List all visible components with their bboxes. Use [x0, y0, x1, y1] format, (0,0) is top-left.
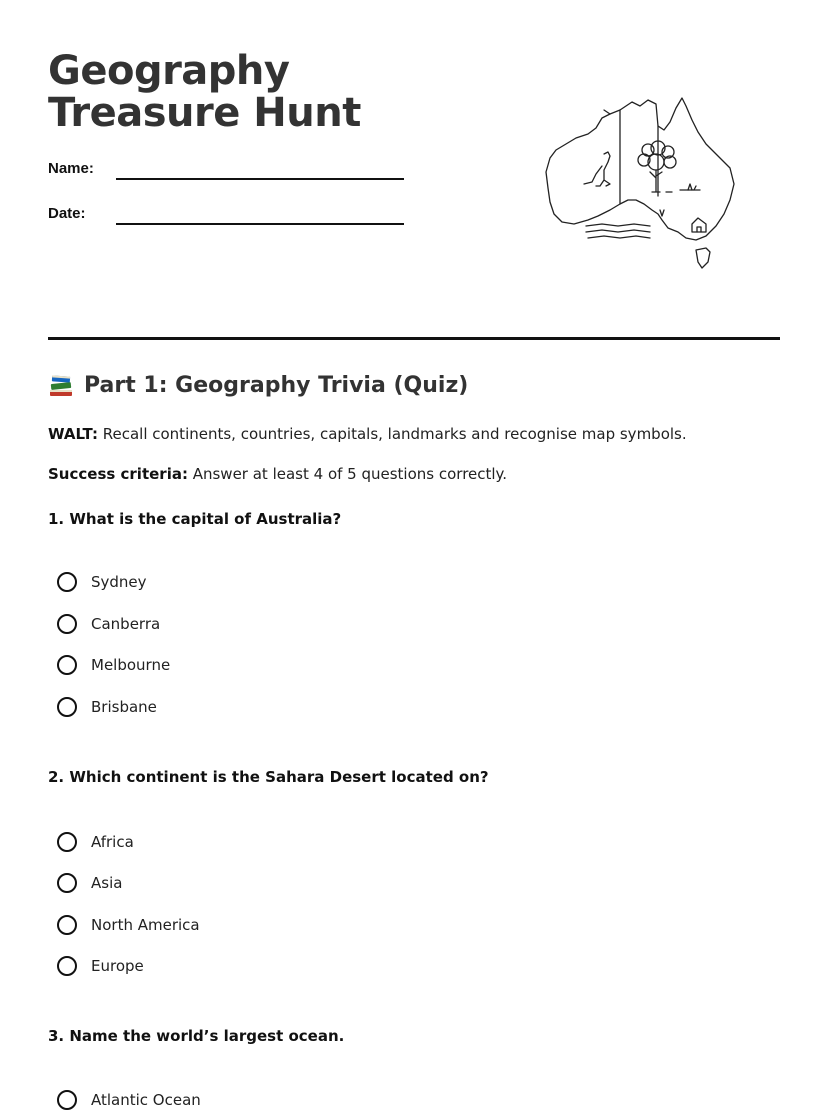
- date-label: Date:: [48, 205, 86, 222]
- option-label: Brisbane: [91, 698, 157, 716]
- radio-button[interactable]: [57, 1090, 77, 1110]
- option-label: Asia: [91, 874, 123, 892]
- option-label: Melbourne: [91, 656, 171, 674]
- option-label: Canberra: [91, 615, 161, 633]
- date-write-line[interactable]: [116, 223, 404, 225]
- q3-option-atlantic-ocean[interactable]: [57, 1087, 201, 1113]
- name-write-line[interactable]: [116, 178, 404, 180]
- radio-button[interactable]: [57, 832, 77, 852]
- books-icon: [48, 372, 74, 398]
- q1-option-brisbane[interactable]: [57, 694, 157, 720]
- success-criteria-label: Success criteria:: [48, 465, 188, 483]
- worksheet-title: Geography Treasure Hunt: [48, 48, 361, 136]
- walt-text: Recall continents, countries, capitals, landmarks and recognise map symbols.: [97, 425, 687, 443]
- question-1: 1. What is the capital of Australia?: [48, 510, 342, 528]
- radio-button[interactable]: [57, 873, 77, 893]
- option-label: Atlantic Ocean: [91, 1091, 201, 1109]
- q2-option-africa[interactable]: [57, 829, 134, 855]
- name-label: Name:: [48, 160, 94, 177]
- q1-option-sydney[interactable]: [57, 569, 147, 595]
- australia-map-illustration: [540, 92, 740, 274]
- success-criteria-text: Answer at least 4 of 5 questions correctly.: [187, 465, 508, 483]
- part1-heading: [48, 372, 468, 398]
- walt-label: WALT:: [48, 425, 98, 443]
- walt-paragraph: [48, 425, 687, 443]
- option-label: Europe: [91, 957, 144, 975]
- radio-button[interactable]: [57, 572, 77, 592]
- radio-button[interactable]: [57, 956, 77, 976]
- q2-option-europe[interactable]: [57, 953, 144, 979]
- australia-map-icon: [540, 92, 740, 274]
- radio-button[interactable]: [57, 655, 77, 675]
- option-label: Africa: [91, 833, 134, 851]
- question-3: 3. Name the world’s largest ocean.: [48, 1027, 345, 1045]
- question-2: 2. Which continent is the Sahara Desert located on?: [48, 768, 489, 786]
- radio-button[interactable]: [57, 915, 77, 935]
- name-field-row: [48, 160, 408, 186]
- part1-title: Part 1: Geography Trivia (Quiz): [84, 372, 469, 398]
- q1-option-melbourne[interactable]: [57, 652, 170, 678]
- q1-option-canberra[interactable]: [57, 611, 160, 637]
- radio-button[interactable]: [57, 614, 77, 634]
- date-field-row: [48, 205, 408, 231]
- q2-option-north-america[interactable]: [57, 912, 200, 938]
- section-divider: [48, 337, 780, 340]
- option-label: Sydney: [91, 573, 147, 591]
- radio-button[interactable]: [57, 697, 77, 717]
- option-label: North America: [91, 916, 200, 934]
- q2-option-asia[interactable]: [57, 870, 122, 896]
- success-criteria-paragraph: [48, 465, 507, 483]
